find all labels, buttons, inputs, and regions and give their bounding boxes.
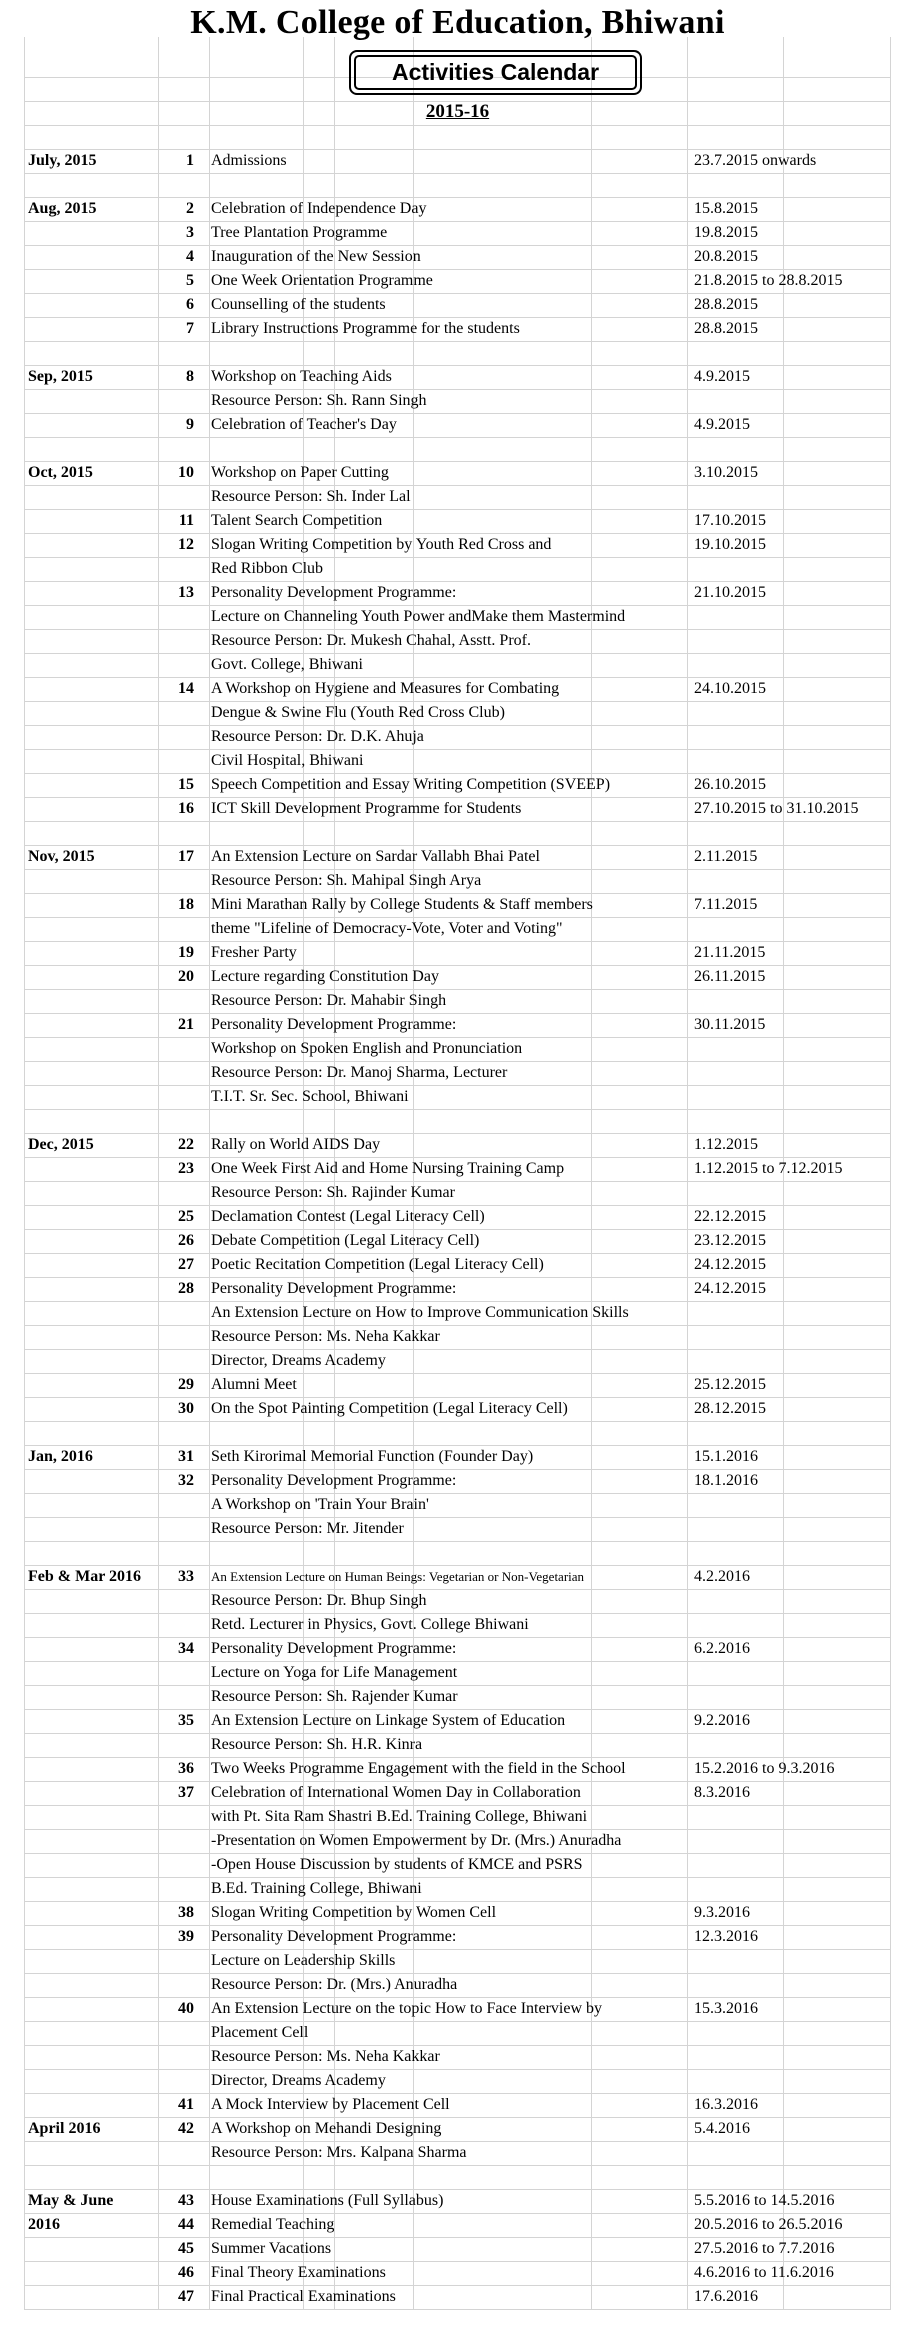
activity-cell: A Workshop on Mehandi Designing [211,2120,442,2137]
activity-cell: Summer Vacations [211,2240,332,2257]
sr-no-cell: 44 [178,2216,194,2233]
sr-no-cell: 7 [186,320,194,337]
sr-no-cell: 9 [186,416,194,433]
activity-cell: Alumni Meet [211,1376,297,1393]
activity-cell: A Workshop on Hygiene and Measures for Combating [211,680,560,697]
activity-cell: House Examinations (Full Syllabus) [211,2192,444,2209]
table-row [24,725,891,749]
activity-cell: Rally on World AIDS Day [211,1136,381,1153]
table-row [24,1277,891,1301]
sr-no-cell: 20 [178,968,194,985]
table-row [24,533,891,557]
activity-cell: Library Instructions Programme for the students [211,320,520,337]
activity-cell: Counselling of the students [211,296,386,313]
table-row [24,437,891,461]
sr-no-cell: 23 [178,1160,194,1177]
table-row [24,2021,891,2045]
table-row [24,1301,891,1325]
activity-cell: Lecture on Channeling Youth Power andMake them Mastermind [211,608,626,625]
sr-no-cell: 32 [178,1472,194,1489]
month-cell: Feb & Mar 2016 [28,1568,142,1585]
sr-no-cell: 16 [178,800,194,817]
activity-cell: T.I.T. Sr. Sec. School, Bhiwani [211,1088,409,1105]
table-row [24,2213,891,2237]
table-row [24,221,891,245]
activity-cell: Declamation Contest (Legal Literacy Cell) [211,1208,485,1225]
sr-no-cell: 41 [178,2096,194,2113]
table-row [24,1157,891,1181]
table-row [24,653,891,677]
month-cell: April 2016 [28,2120,101,2137]
date-cell: 6.2.2016 [694,1640,750,1657]
sr-no-cell: 28 [178,1280,194,1297]
activity-cell: One Week Orientation Programme [211,272,433,289]
month-cell: Dec, 2015 [28,1136,94,1153]
table-row [24,1877,891,1901]
activity-cell: ICT Skill Development Programme for Students [211,800,522,817]
activity-cell: Resource Person: Dr. D.K. Ahuja [211,728,424,745]
activities-calendar-heading: Activities Calendar [354,55,637,90]
table-row [24,1205,891,1229]
table-row [24,869,891,893]
month-cell: Aug, 2015 [28,200,97,217]
table-row [24,1853,891,1877]
table-row [24,749,891,773]
date-cell: 15.3.2016 [694,2000,758,2017]
date-cell: 15.1.2016 [694,1448,758,1465]
activity-cell: Resource Person: Sh. Rann Singh [211,392,427,409]
month-cell: 2016 [28,2216,60,2233]
activity-cell: An Extension Lecture on Sardar Vallabh Bhai Patel [211,848,540,865]
activity-cell: Resource Person: Sh. Rajender Kumar [211,1688,458,1705]
date-cell: 24.12.2015 [694,1280,766,1297]
activity-cell: Remedial Teaching [211,2216,335,2233]
table-row [24,989,891,1013]
table-row [24,1805,891,1829]
activity-cell: Speech Competition and Essay Writing Competition (SVEEP) [211,776,611,793]
activity-cell: Govt. College, Bhiwani [211,656,363,673]
table-row [24,1229,891,1253]
activity-cell: Personality Development Programme: [211,1280,457,1297]
month-cell: Sep, 2015 [28,368,93,385]
table-row [24,1373,891,1397]
sr-no-cell: 39 [178,1928,194,1945]
sr-no-cell: 46 [178,2264,194,2281]
activity-cell: An Extension Lecture on How to Improve Communication Skills [211,1304,629,1321]
session-year: 2015-16 [425,101,490,122]
table-row [24,1109,891,1133]
activity-cell: Resource Person: Ms. Neha Kakkar [211,2048,440,2065]
sr-no-cell: 5 [186,272,194,289]
sr-no-cell: 47 [178,2288,194,2305]
activity-cell: Red Ribbon Club [211,560,324,577]
date-cell: 1.12.2015 to 7.12.2015 [694,1160,843,1177]
sr-no-cell: 36 [178,1760,194,1777]
activity-cell: theme "Lifeline of Democracy-Vote, Voter and Voting" [211,920,563,937]
table-row [24,1685,891,1709]
sr-no-cell: 13 [178,584,194,601]
activity-cell: Debate Competition (Legal Literacy Cell) [211,1232,480,1249]
table-row [24,797,891,821]
date-cell: 4.9.2015 [694,368,750,385]
date-cell: 5.4.2016 [694,2120,750,2137]
month-cell: May & June [28,2192,114,2209]
table-row [24,317,891,341]
date-cell: 27.5.2016 to 7.7.2016 [694,2240,835,2257]
table-row [24,197,891,221]
activity-cell: Final Theory Examinations [211,2264,386,2281]
college-title: K.M. College of Education, Bhiwani [190,4,725,41]
table-row [24,605,891,629]
activity-cell: Resource Person: Dr. Mahabir Singh [211,992,447,1009]
activity-cell: Dengue & Swine Flu (Youth Red Cross Club) [211,704,505,721]
activity-cell: A Mock Interview by Placement Cell [211,2096,450,2113]
table-row [24,1013,891,1037]
table-row [24,1757,891,1781]
table-row [24,1589,891,1613]
date-cell: 26.10.2015 [694,776,766,793]
activity-cell: Resource Person: Sh. Inder Lal [211,488,411,505]
table-row [24,677,891,701]
table-row [24,2189,891,2213]
activity-cell: Lecture on Leadership Skills [211,1952,396,1969]
month-cell: Oct, 2015 [28,464,93,481]
table-row [24,2285,891,2309]
activity-cell: An Extension Lecture on Linkage System of Education [211,1712,566,1729]
date-cell: 12.3.2016 [694,1928,758,1945]
table-row [24,1949,891,1973]
table-row [24,1781,891,1805]
activity-cell: Workshop on Spoken English and Pronunciation [211,1040,523,1057]
activity-cell: Civil Hospital, Bhiwani [211,752,364,769]
table-row [24,1397,891,1421]
table-row [24,1709,891,1733]
activity-cell: Admissions [211,152,287,169]
table-row [24,173,891,197]
table-row [24,341,891,365]
table-row [24,1925,891,1949]
activity-cell: with Pt. Sita Ram Shastri B.Ed. Training College, Bhiwani [211,1808,588,1825]
sr-no-cell: 37 [178,1784,194,1801]
table-row [24,893,891,917]
activity-cell: Final Practical Examinations [211,2288,396,2305]
month-cell: Nov, 2015 [28,848,95,865]
sr-no-cell: 40 [178,2000,194,2017]
sr-no-cell: 6 [186,296,194,313]
table-row [24,941,891,965]
sr-no-cell: 38 [178,1904,194,1921]
activity-cell: Lecture regarding Constitution Day [211,968,439,985]
activity-cell: Personality Development Programme: [211,1472,457,1489]
date-cell: 8.3.2016 [694,1784,750,1801]
date-cell: 25.12.2015 [694,1376,766,1393]
activity-cell: Resource Person: Dr. Mukesh Chahal, Asstt. Prof. [211,632,531,649]
month-cell: July, 2015 [28,152,97,169]
activity-cell: Slogan Writing Competition by Women Cell [211,1904,497,1921]
date-cell: 4.2.2016 [694,1568,750,1585]
sr-no-cell: 14 [178,680,194,697]
activity-cell: Personality Development Programme: [211,584,457,601]
table-row [24,389,891,413]
date-cell: 16.3.2016 [694,2096,758,2113]
table-row [24,1469,891,1493]
sr-no-cell: 8 [186,368,194,385]
activity-cell: Workshop on Paper Cutting [211,464,389,481]
activity-cell: -Presentation on Women Empowerment by Dr. (Mrs.) Anuradha [211,1832,622,1849]
sr-no-cell: 19 [178,944,194,961]
date-cell: 4.6.2016 to 11.6.2016 [694,2264,834,2281]
table-row [24,269,891,293]
table-row [24,1349,891,1373]
date-cell: 15.2.2016 to 9.3.2016 [694,1760,835,1777]
date-cell: 30.11.2015 [694,1016,766,1033]
sr-no-cell: 42 [178,2120,194,2137]
sr-no-cell: 30 [178,1400,194,1417]
table-row [24,2093,891,2117]
activities-calendar-box [349,50,642,95]
table-row [24,2237,891,2261]
sr-no-cell: 3 [186,224,194,241]
date-cell: 23.7.2015 onwards [694,152,817,169]
activity-cell: An Extension Lecture on the topic How to Face Interview by [211,2000,602,2017]
activity-cell: Resource Person: Dr. Manoj Sharma, Lecturer [211,1064,508,1081]
table-row [24,365,891,389]
sr-no-cell: 45 [178,2240,194,2257]
table-row [24,917,891,941]
activity-cell: An Extension Lecture on Human Beings: Vegetarian or Non-Vegetarian [211,1569,585,1584]
date-cell: 28.12.2015 [694,1400,766,1417]
date-cell: 23.12.2015 [694,1232,766,1249]
table-row [24,1637,891,1661]
activity-cell: Seth Kirorimal Memorial Function (Founder Day) [211,1448,534,1465]
date-cell: 17.10.2015 [694,512,766,529]
table-row [24,821,891,845]
table-row [24,1661,891,1685]
activity-cell: Personality Development Programme: [211,1640,457,1657]
activity-cell: Resource Person: Sh. Rajinder Kumar [211,1184,455,1201]
table-row [24,2045,891,2069]
table-row [24,845,891,869]
sr-no-cell: 29 [178,1376,194,1393]
calendar-sheet [24,0,891,2352]
activity-cell: B.Ed. Training College, Bhiwani [211,1880,422,1897]
table-row [24,293,891,317]
sr-no-cell: 34 [178,1640,194,1657]
activity-cell: A Workshop on 'Train Your Brain' [211,1496,429,1513]
table-row [24,1565,891,1589]
date-cell: 9.2.2016 [694,1712,750,1729]
table-row [24,1973,891,1997]
table-row [24,2069,891,2093]
activity-cell: Two Weeks Programme Engagement with the field in the School [211,1760,626,1777]
activity-cell: -Open House Discussion by students of KMCE and PSRS [211,1856,583,1873]
sr-no-cell: 12 [178,536,194,553]
table-row [24,1037,891,1061]
date-cell: 24.12.2015 [694,1256,766,1273]
table-row [24,1541,891,1565]
activity-cell: Placement Cell [211,2024,309,2041]
table-row [24,2165,891,2189]
table-row [24,509,891,533]
sr-no-cell: 26 [178,1232,194,1249]
table-row [24,1445,891,1469]
table-row [24,1493,891,1517]
table-row [24,1733,891,1757]
activity-cell: Inauguration of the New Session [211,248,421,265]
table-row [24,1085,891,1109]
activity-cell: Resource Person: Mrs. Kalpana Sharma [211,2144,467,2161]
activity-cell: Fresher Party [211,944,297,961]
sr-no-cell: 21 [178,1016,194,1033]
date-cell: 19.8.2015 [694,224,758,241]
date-cell: 22.12.2015 [694,1208,766,1225]
sr-no-cell: 15 [178,776,194,793]
sr-no-cell: 2 [186,200,194,217]
activity-cell: Resource Person: Ms. Neha Kakkar [211,1328,440,1345]
sr-no-cell: 10 [178,464,194,481]
activity-cell: Resource Person: Dr. (Mrs.) Anuradha [211,1976,458,1993]
table-row [24,581,891,605]
table-row [24,2261,891,2285]
table-row [24,629,891,653]
table-row [24,413,891,437]
table-row [24,557,891,581]
table-row [24,1181,891,1205]
date-cell: 3.10.2015 [694,464,758,481]
table-row [24,701,891,725]
activity-cell: Celebration of International Women Day in Collaboration [211,1784,581,1801]
table-row [24,1325,891,1349]
sr-no-cell: 25 [178,1208,194,1225]
activity-cell: Personality Development Programme: [211,1016,457,1033]
month-cell: Jan, 2016 [28,1448,93,1465]
date-cell: 21.8.2015 to 28.8.2015 [694,272,843,289]
date-cell: 9.3.2016 [694,1904,750,1921]
date-cell: 15.8.2015 [694,200,758,217]
sr-no-cell: 11 [178,512,194,529]
sr-no-cell: 1 [186,152,194,169]
table-row [24,1421,891,1445]
sr-no-cell: 31 [178,1448,194,1465]
date-cell: 17.6.2016 [694,2288,758,2305]
table-row [24,2117,891,2141]
activity-cell: Tree Plantation Programme [211,224,388,241]
date-cell: 5.5.2016 to 14.5.2016 [694,2192,835,2209]
sr-no-cell: 18 [178,896,194,913]
sr-no-cell: 4 [186,248,194,265]
activity-cell: Talent Search Competition [211,512,383,529]
activity-cell: Slogan Writing Competition by Youth Red Cross and [211,536,552,553]
sr-no-cell: 17 [178,848,194,865]
table-row [24,1133,891,1157]
table-row [24,1829,891,1853]
activity-cell: Celebration of Independence Day [211,200,427,217]
activity-cell: Workshop on Teaching Aids [211,368,392,385]
date-cell: 21.10.2015 [694,584,766,601]
date-cell: 19.10.2015 [694,536,766,553]
activity-cell: Resource Person: Dr. Bhup Singh [211,1592,427,1609]
table-row [24,773,891,797]
sr-no-cell: 22 [178,1136,194,1153]
date-cell: 1.12.2015 [694,1136,758,1153]
table-row [24,1517,891,1541]
date-cell: 24.10.2015 [694,680,766,697]
activity-cell: Retd. Lecturer in Physics, Govt. College Bhiwani [211,1616,529,1633]
activity-cell: Poetic Recitation Competition (Legal Literacy Cell) [211,1256,544,1273]
activity-cell: Resource Person: Sh. H.R. Kinra [211,1736,423,1753]
date-cell: 28.8.2015 [694,296,758,313]
table-row [24,149,891,173]
date-cell: 27.10.2015 to 31.10.2015 [694,800,859,817]
sr-no-cell: 35 [178,1712,194,1729]
date-cell: 20.8.2015 [694,248,758,265]
table-row [24,2141,891,2165]
table-row [24,245,891,269]
activity-cell: On the Spot Painting Competition (Legal Literacy Cell) [211,1400,568,1417]
sr-no-cell: 27 [178,1256,194,1273]
activity-cell: One Week First Aid and Home Nursing Training Camp [211,1160,565,1177]
activity-cell: Mini Marathan Rally by College Students & Staff members [211,896,593,913]
date-cell: 18.1.2016 [694,1472,758,1489]
date-cell: 21.11.2015 [694,944,766,961]
date-cell: 2.11.2015 [694,848,758,865]
activity-cell: Resource Person: Mr. Jitender [211,1520,404,1537]
table-row [24,1253,891,1277]
activity-cell: Personality Development Programme: [211,1928,457,1945]
activity-cell: Lecture on Yoga for Life Management [211,1664,458,1681]
table-row [24,1613,891,1637]
table-row [24,485,891,509]
activity-cell: Director, Dreams Academy [211,1352,386,1369]
date-cell: 26.11.2015 [694,968,766,985]
date-cell: 28.8.2015 [694,320,758,337]
table-row [24,461,891,485]
table-row [24,1061,891,1085]
activity-cell: Celebration of Teacher's Day [211,416,397,433]
activity-cell: Director, Dreams Academy [211,2072,386,2089]
date-cell: 7.11.2015 [694,896,758,913]
table-row [24,1901,891,1925]
sr-no-cell: 33 [178,1568,194,1585]
date-cell: 4.9.2015 [694,416,750,433]
table-row [24,965,891,989]
activity-cell: Resource Person: Sh. Mahipal Singh Arya [211,872,482,889]
sr-no-cell: 43 [178,2192,194,2209]
date-cell: 20.5.2016 to 26.5.2016 [694,2216,843,2233]
table-row [24,1997,891,2021]
